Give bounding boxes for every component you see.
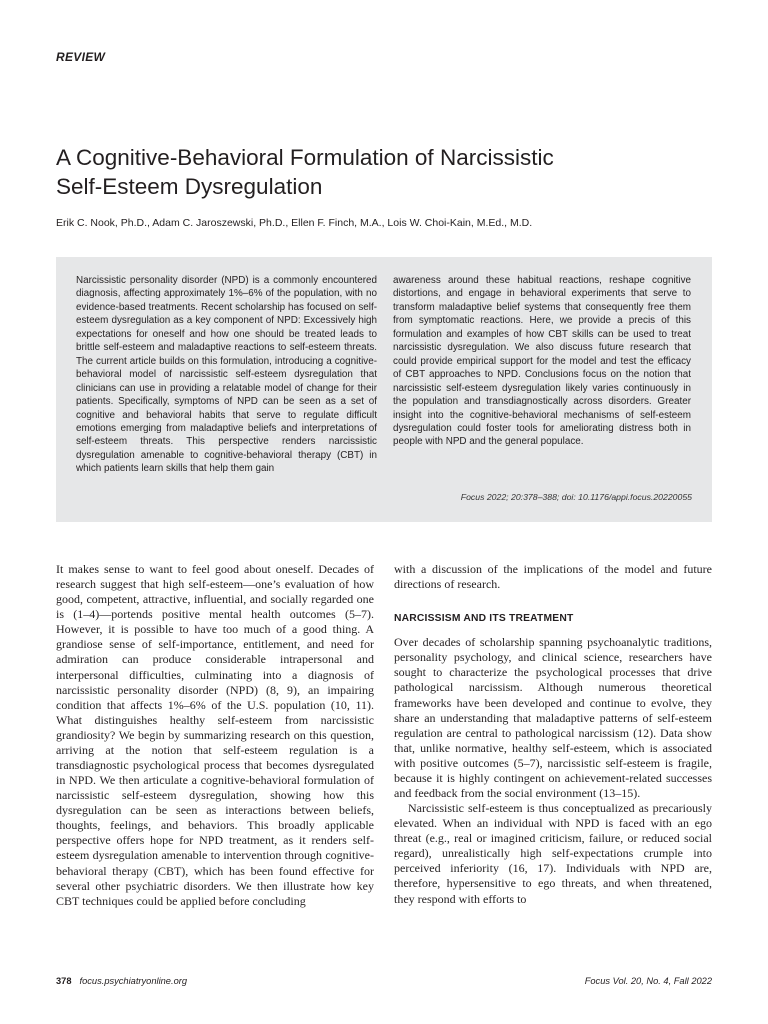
body-paragraph-continued: with a discussion of the implications of the model and future directions of research.	[394, 562, 712, 592]
body-paragraph: Over decades of scholarship spanning psychoanalytic traditions, personality psychology, and clinical science, researchers have sought to characterize the psychological processes that drive pathological narcissism. Although numerous theoretical frameworks have been developed and continue to evolve, they share an understanding that maladaptive patterns of self-esteem regulation are central to pathological narcissism (12). Data show that, unlike normative, healthy self-esteem, which is associated with positive outcomes (5–7), narcissistic self-esteem is fragile, because it is highly contingent on achievement-related successes and feedback from the social environment (13–15).	[394, 635, 712, 801]
body-paragraph: Narcissistic self-esteem is thus conceptualized as precariously elevated. When an individual with NPD is faced with an ego threat (e.g., real or imagined criticism, failure, or reduced social regard), unrealistically high self-expectations crumple into perceived inferiority (16, 17). Individuals with NPD are, therefore, hypersensitive to ego threats, and when threatened, they respond with efforts to	[394, 801, 712, 906]
site-link[interactable]: focus.psychiatryonline.org	[79, 976, 188, 986]
abstract-box	[56, 257, 712, 522]
abstract-left-column: Narcissistic personality disorder (NPD) is a commonly encountered diagnosis, affecting approximately 1%–6% of the population, with no evidence-based treatments. Recent scholarship has focused on self-esteem dysregulation as a key component of NPD: Excessively high expectations for oneself and how one should be treated leads to brittle self-esteem and maladaptive reactions to self-esteem threats. The current article builds on this formulation, introducing a cognitive-behavioral model of narcissistic self-esteem dysregulation that clinicians can use in providing a relatable model of change for their patients. Specifically, symptoms of NPD can be seen as a set of cognitive and behavioral habits that serve to regulate difficult emotions emerging from maladaptive beliefs and interpretations of self-esteem threats. This perspective renders narcissistic dysregulation amenable to cognitive-behavioral therapy (CBT) in which patients learn skills that help them gain	[76, 275, 377, 475]
section-label: REVIEW	[56, 50, 106, 64]
page-number: 378	[56, 976, 72, 986]
body-left-column	[56, 562, 374, 909]
body-right-column	[394, 562, 712, 907]
article-title-line-1: A Cognitive-Behavioral Formulation of Narcissistic	[56, 145, 554, 170]
journal-issue: Focus Vol. 20, No. 4, Fall 2022	[584, 976, 712, 986]
section-heading: NARCISSISM AND ITS TREATMENT	[394, 613, 574, 625]
abstract-right-column: awareness around these habitual reactions, reshape cognitive distortions, and engage in behavioral experiments that serve to transform maladaptive belief systems that consequently free them from symptomatic reactions. Here, we provide a precis of this formulation and examples of how CBT skills can be used to treat narcissistic dysregulation. We also discuss future research that could provide empirical support for the model and test the efficacy of CBT approaches to NPD. Conclusions focus on the notion that narcissistic self-esteem dysregulation likely varies continuously in the population and transdiagnostically across disorders. Greater insight into the cognitive-behavioral mechanisms of self-esteem dysregulation could foster tools for ameliorating distress both in people with NPD and the general populace.	[393, 275, 691, 448]
author-list: Erik C. Nook, Ph.D., Adam C. Jaroszewski, Ph.D., Ellen F. Finch, M.A., Lois W. Choi-Kain, M.Ed., M.D.	[56, 217, 533, 229]
body-paragraph: It makes sense to want to feel good about oneself. Decades of research suggest that high self-esteem—one’s evaluation of how good, competent, attractive, influential, and socially regarded one is (1–4)—portends positive mental health outcomes (5–7). However, it is possible to have too much of a good thing. A grandiose sense of self-importance, entitlement, and need for admiration can produce considerable intrapersonal and interpersonal difficulties, culminating into a diagnosis of narcissistic personality disorder (NPD) (8, 9), an impairing condition that affects 1%–6% of the U.S. population (10, 11). What distinguishes healthy self-esteem from narcissistic grandiosity? We begin by summarizing research on this question, arriving at the notion that self-esteem regulation is a transdiagnostic psychological process that becomes dysregulated in NPD. We then articulate a cognitive-behavioral formulation of narcissistic self-esteem dysregulation, showing how this dysregulation can be seen as interactions between beliefs, thoughts, feelings, and behaviors. This broadly applicable perspective offers hope for NPD treatment, as it renders self-esteem dysregulation amenable to intervention through cognitive-behavioral therapy (CBT), which has been found effective for several other psychiatric disorders. We then illustrate how key CBT techniques could be applied before concluding	[56, 562, 374, 908]
article-title-line-2: Self-Esteem Dysregulation	[56, 174, 323, 199]
citation: Focus 2022; 20:378–388; doi: 10.1176/appi.focus.20220055	[460, 492, 692, 502]
article-title	[56, 143, 696, 201]
footer-left	[56, 976, 187, 986]
